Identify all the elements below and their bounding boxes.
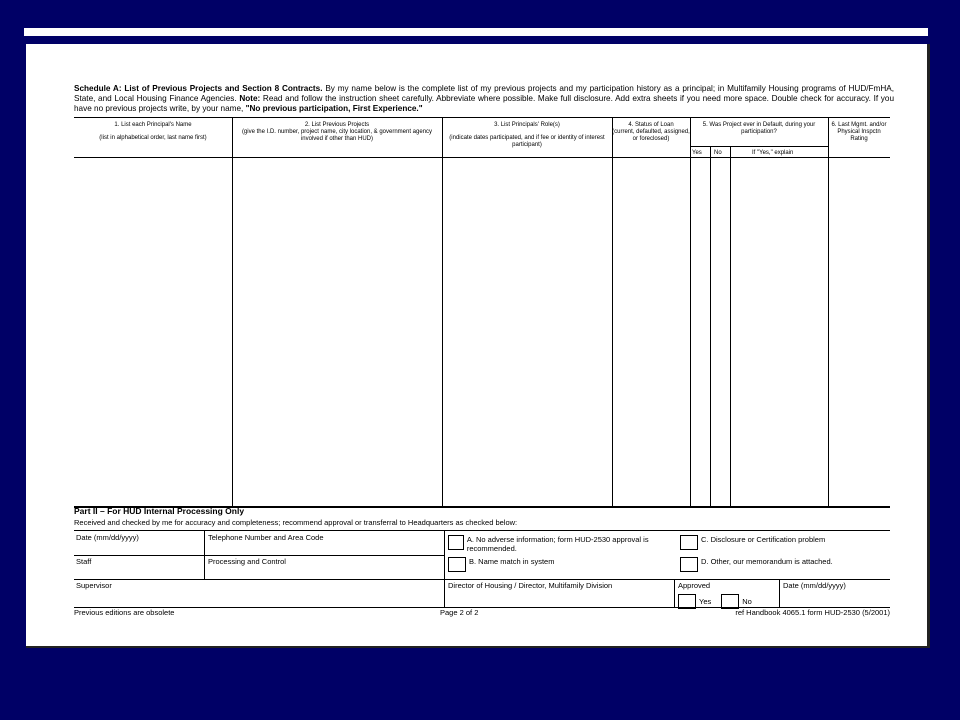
option-a-label: A. No adverse information; form HUD-2530 approval is recommended. <box>466 535 649 553</box>
approved-no-checkbox[interactable] <box>721 594 739 609</box>
option-a-checkbox[interactable] <box>448 535 464 550</box>
telephone-field[interactable]: Telephone Number and Area Code <box>208 533 324 542</box>
schedule-a-title: Schedule A: List of Previous Projects and Section 8 Contracts. <box>74 84 323 93</box>
no-label: No <box>714 150 722 156</box>
column-subtitle: (list in alphabetical order, last name first) <box>99 135 207 141</box>
column-previous-projects[interactable] <box>232 118 443 506</box>
column-title: 6. Last Mgmt. and/or Physical Inspctn Rating <box>831 122 887 142</box>
option-b <box>446 555 671 574</box>
column-title: 5. Was Project ever in Default, during your participation? <box>702 122 816 135</box>
column-subtitle: (indicate dates participated, and if fee or identity of interest participant) <box>449 135 605 148</box>
page-edge <box>927 44 930 648</box>
column-principal-name[interactable] <box>74 118 233 506</box>
footer-left: Previous editions are obsolete <box>74 608 175 617</box>
no-participation-text: "No previous participation, First Experience." <box>245 104 423 113</box>
part-ii-subtitle: Received and checked by me for accuracy and completeness; recommend approval or transferral to Headquarters as checked below: <box>74 518 518 527</box>
column-loan-status[interactable] <box>612 118 691 506</box>
option-d-checkbox[interactable] <box>680 557 698 572</box>
default-no-column[interactable] <box>710 146 731 506</box>
column-rating[interactable] <box>828 118 890 506</box>
default-yes-column[interactable] <box>690 146 711 506</box>
note-text: Read and follow the instruction sheet carefully. Abbreviate where possible. Make full disclosure. Add extra sheets if you need more space. Double check for accuracy. If you have no previous projects write, by your name, <box>74 94 894 113</box>
option-c-label: C. Disclosure or Certification problem <box>701 535 826 544</box>
column-subtitle: (give the I.D. number, project name, city location, & government agency involved if other than HUD) <box>241 129 433 142</box>
part-ii-title: Part II – For HUD Internal Processing Only <box>74 506 245 516</box>
processing-field[interactable]: Processing and Control <box>208 557 286 566</box>
schedule-a-intro <box>74 84 894 114</box>
part-ii-header <box>74 506 890 527</box>
page-bottom-edge <box>26 646 930 648</box>
date-field[interactable]: Date (mm/dd/yyyy) <box>76 533 139 542</box>
column-principals-roles[interactable] <box>442 118 613 506</box>
option-d <box>678 555 888 574</box>
schedule-a-text: By my name below is the complete list of my previous projects and my participation history as a principal; in Multifamily Housing programs of HUD/FmHA, State, and Local Housing Finance Agencies. <box>74 84 895 103</box>
schedule-a-table <box>74 117 890 508</box>
slide-top-bar <box>24 28 928 36</box>
director-field[interactable]: Director of Housing / Director, Multifamily Division <box>448 581 613 590</box>
approved-no-label: No <box>742 597 752 606</box>
approved-yes-checkbox[interactable] <box>678 594 696 609</box>
note-label: Note: <box>239 94 261 103</box>
form-page <box>26 44 930 648</box>
part-ii-grid <box>74 530 890 608</box>
option-b-label: B. Name match in system <box>469 557 555 566</box>
column-title: 3. List Principals' Role(s) <box>494 122 560 128</box>
option-b-checkbox[interactable] <box>448 557 466 572</box>
option-c <box>678 533 888 552</box>
approval-date-field[interactable]: Date (mm/dd/yyyy) <box>783 581 846 590</box>
column-title: 4. Status of Loan <box>628 122 674 128</box>
option-d-label: D. Other, our memorandum is attached. <box>701 557 833 566</box>
staff-field[interactable]: Staff <box>76 557 92 566</box>
option-c-checkbox[interactable] <box>680 535 698 550</box>
explain-label: If "Yes," explain <box>752 150 794 156</box>
column-subtitle: (current, defaulted, assigned, or foreclosed) <box>612 129 690 142</box>
option-a <box>446 533 671 555</box>
column-title: 2. List Previous Projects <box>304 122 370 128</box>
supervisor-field[interactable]: Supervisor <box>76 581 112 590</box>
yes-label: Yes <box>692 150 702 156</box>
column-title: 1. List each Principal's Name <box>114 122 192 128</box>
approved-label: Approved <box>678 581 711 590</box>
page-number: Page 2 of 2 <box>440 608 479 617</box>
form-reference: ref Handbook 4065.1 form HUD-2530 (5/2001) <box>735 608 890 617</box>
column-default <box>690 118 829 506</box>
approved-yes-label: Yes <box>699 597 712 606</box>
